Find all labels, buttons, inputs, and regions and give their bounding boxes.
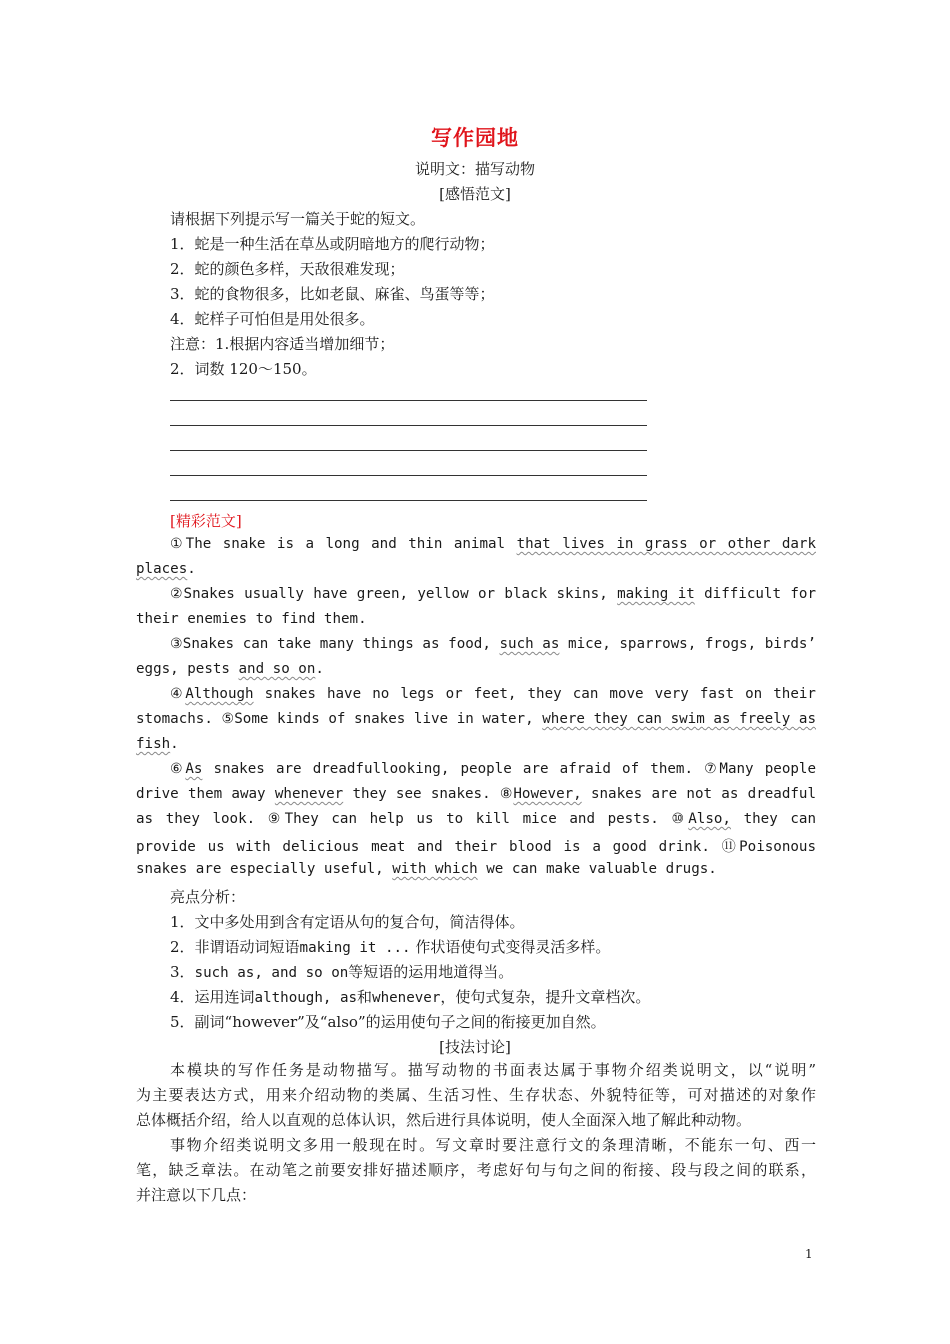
highlight-phrase: that lives in grass or other dark xyxy=(516,536,816,552)
essay-line xyxy=(136,736,816,752)
essay-text: snakes are especially useful, xyxy=(136,861,393,877)
essay-text: we can make valuable drugs. xyxy=(477,861,717,877)
answer-line xyxy=(170,425,647,426)
essay-line: their enemies to find them. xyxy=(136,611,367,627)
essay-text: ②Snakes usually have green, yellow or black skins, xyxy=(170,586,618,602)
text-line: 总体概括介绍，给人以直观的总体认识，然后进行具体说明，使人全面深入地了解此种动物。 xyxy=(136,1111,752,1129)
essay-text: snakes are dreadfullooking, people are afraid of them. ⑦Many people xyxy=(202,761,816,777)
text-line: 事物介绍类说明文多用一般现在时。写文章时要注意行文的条理清晰，不能东一句、西一 xyxy=(170,1136,816,1154)
analysis-point xyxy=(170,986,650,1007)
page-title: 写作园地 xyxy=(431,125,519,150)
essay-line xyxy=(170,761,816,777)
section-heading-jingcai: [精彩范文] xyxy=(170,512,242,530)
essay-text: stomachs. ⑤Some kinds of snakes live in water, xyxy=(136,711,543,727)
essay-line xyxy=(170,586,816,602)
highlight-phrase: places xyxy=(136,561,188,577)
analysis-point xyxy=(170,936,610,957)
prompt-note: 2．词数 120～150。 xyxy=(170,360,317,378)
answer-line xyxy=(170,450,647,451)
essay-text: as they look. ⑨They can help us to kill mice and pests. ⑩ xyxy=(136,811,689,827)
essay-text: eggs, pests xyxy=(136,661,239,677)
section-heading-jifa: [技法讨论] xyxy=(439,1038,511,1056)
essay-text: mice, sparrows, frogs, birds’ xyxy=(559,636,817,652)
text-line: 并注意以下几点： xyxy=(136,1186,257,1204)
essay-text: drive them away xyxy=(136,786,275,802)
page-number: 1 xyxy=(805,1247,813,1261)
answer-line xyxy=(170,475,647,476)
text-line: 笔，缺乏章法。在动笔之前要安排好描述顺序，考虑好句与句之间的衔接、段与段之间的联系， xyxy=(136,1161,816,1179)
analysis-point: 5．副词“however”及“also”的运用使句子之间的衔接更加自然。 xyxy=(170,1013,606,1031)
prompt-item: 4．蛇样子可怕但是用处很多。 xyxy=(170,310,375,328)
subtitle: 说明文：描写动物 xyxy=(414,160,535,178)
essay-text: difficult for xyxy=(694,586,816,602)
essay-text: . xyxy=(170,736,179,752)
analysis-term: although, as xyxy=(254,990,358,1006)
analysis-point xyxy=(170,961,513,982)
essay-text: ①The snake is a long and thin animal xyxy=(170,536,517,552)
answer-line xyxy=(170,400,647,401)
highlight-phrase: whenever xyxy=(274,786,344,802)
essay-line xyxy=(170,536,816,552)
highlight-phrase: and so on xyxy=(238,661,316,677)
essay-line: provide us with delicious meat and their blood is a good drink. ⑪Poisonous xyxy=(136,839,816,855)
essay-text: ⑥ xyxy=(170,761,186,777)
analysis-term: whenever xyxy=(372,990,441,1006)
text-line: 为主要表达方式，用来介绍动物的类属、生活习性、生存状态、外貌特征等，可对描述的对象作 xyxy=(136,1086,816,1104)
prompt-item: 1．蛇是一种生活在草丛或阴暗地方的爬行动物； xyxy=(170,235,495,253)
analysis-text: 等短语的运用地道得当。 xyxy=(348,963,514,981)
essay-text: ④ xyxy=(170,686,186,702)
analysis-text: 作状语使句式变得灵活多样。 xyxy=(410,938,611,956)
essay-line xyxy=(136,661,816,677)
highlight-phrase: with which xyxy=(392,861,478,877)
essay-text: they see snakes. ⑧ xyxy=(343,786,514,802)
highlight-phrase: fish xyxy=(136,736,171,752)
answer-line xyxy=(170,500,647,501)
analysis-point: 1．文中多处用到含有定语从句的复合句，简洁得体。 xyxy=(170,913,525,931)
discussion-paragraph xyxy=(136,1058,816,1133)
highlight-phrase: Also, xyxy=(688,811,731,827)
text-line: 本模块的写作任务是动物描写。描写动物的书面表达属于事物介绍类说明文，以“说明” xyxy=(170,1061,816,1079)
highlight-phrase: Although xyxy=(185,686,254,702)
essay-text: . xyxy=(315,661,324,677)
essay-text: snakes are not as dreadful xyxy=(581,786,816,802)
highlight-phrase: As xyxy=(185,761,203,777)
prompt-item: 3．蛇的食物很多，比如老鼠、麻雀、鸟蛋等等； xyxy=(170,285,495,303)
essay-line xyxy=(136,811,816,827)
discussion-paragraph xyxy=(136,1133,816,1208)
highlight-phrase: where they can swim as freely as xyxy=(542,711,816,727)
essay-text: ③Snakes can take many things as food, xyxy=(170,636,500,652)
highlight-phrase: However, xyxy=(513,786,582,802)
analysis-heading: 亮点分析： xyxy=(170,888,246,906)
essay-line xyxy=(136,861,816,877)
highlight-phrase: such as xyxy=(499,636,560,652)
essay-line xyxy=(170,636,816,652)
essay-line xyxy=(136,786,816,802)
analysis-text: 4．运用连词 xyxy=(170,988,255,1006)
essay-line xyxy=(136,711,816,727)
section-heading-ganwu: [感悟范文] xyxy=(439,185,511,203)
analysis-term: making it ... xyxy=(299,940,411,956)
analysis-text: 3． xyxy=(170,963,195,981)
essay-line xyxy=(170,686,816,702)
analysis-text: ，使句式复杂，提升文章档次。 xyxy=(440,988,651,1006)
highlight-phrase: making it xyxy=(617,586,695,602)
essay-line xyxy=(136,561,816,577)
analysis-text: 2．非谓语动词短语 xyxy=(170,938,300,956)
prompt-item: 2．蛇的颜色多样，天敌很难发现； xyxy=(170,260,405,278)
prompt-intro: 请根据下列提示写一篇关于蛇的短文。 xyxy=(170,210,426,228)
essay-text: snakes have no legs or feet, they can move very fast on their xyxy=(253,686,816,702)
analysis-term: such as, and so on xyxy=(194,965,349,981)
essay-text: . xyxy=(187,561,196,577)
prompt-note: 注意：1.根据内容适当增加细节； xyxy=(170,335,395,353)
essay-text: they can xyxy=(730,811,817,827)
analysis-text: 和 xyxy=(357,988,373,1006)
